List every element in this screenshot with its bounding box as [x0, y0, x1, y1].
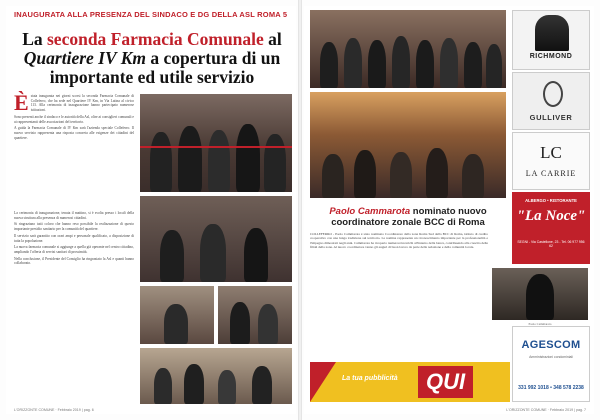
photo-audience: [310, 92, 506, 198]
folio-right: L'ORIZZONTE COMUNE · Febbraio 2019 | pag. 7: [506, 408, 586, 412]
photo-cammarota: [492, 268, 588, 320]
photo-caption: Paolo Cammarota: [528, 322, 552, 326]
ad-lacarrie[interactable]: [512, 132, 590, 190]
right-page: [304, 6, 594, 414]
promo-banner[interactable]: [310, 362, 510, 402]
paragraph: La nuova farmacia comunale si aggiunge a quella già operante nel centro cittadino, ampliando l'offerta di servizi sanitari di prossimità.: [14, 245, 134, 254]
article-column-1: [14, 90, 134, 142]
promo-qui: QUI: [418, 366, 473, 398]
ad-lanoce-top: ALBERGO • RISTORANTE: [525, 198, 577, 203]
promo-corner: [310, 362, 336, 402]
ad-lacarrie-brand: LA CARRIE: [525, 169, 577, 178]
photo-ribbon-cutting: [140, 94, 292, 192]
model-figure: [535, 15, 569, 51]
ad-lanoce-address: SEGNI - Via Castellone, 23 - Tel. 06 977 956 62: [517, 240, 585, 249]
ad-gulliver-brand: GULLIVER: [529, 113, 573, 122]
headline-part2: seconda Farmacia Comunale: [47, 29, 264, 49]
ad-agescom[interactable]: [512, 326, 590, 402]
paragraph: Sono presenti anche il sindaco e le autorità della Asl, oltre ai consiglieri comunali e ai rappresentanti delle associazioni del territorio.: [14, 114, 134, 124]
drop-cap: È: [14, 90, 29, 115]
bcc-article: COLLEFERRO - Paolo Cammarota è stato nominato Coordinatore della zona Roma Sud della BCC di Roma, istituto di credito cooperativo con una lunga tradizione sul territorio. La nomina rappresenta un riconoscimento importante per la professionalità e l'impegno dimostrati negli anni. Cammarota ha ricoperto numerosi incarichi all'interno della banca, contribuendo alla crescita delle filiali della zona. Al nuovo coordinatore vanno gli auguri di buon lavoro da parte della redazione e della comunità locale.: [310, 232, 488, 250]
ad-gulliver[interactable]: [512, 72, 590, 130]
ad-richmond[interactable]: [512, 10, 590, 70]
ad-lanoce-name: "La Noce": [516, 208, 586, 224]
ad-la-noce[interactable]: [512, 192, 590, 264]
bcc-headline: [308, 206, 508, 228]
headline-part4: Quartiere IV Km: [23, 48, 146, 68]
ad-richmond-brand: RICHMOND: [529, 53, 573, 60]
article-column-2: [14, 211, 134, 406]
ad-agescom-phone: 331 992 1018 • 348 578 2238: [518, 385, 584, 391]
photo-crowd: [140, 348, 292, 404]
left-page: [6, 6, 296, 414]
headline-part3: al: [263, 29, 282, 49]
photo-speech: [140, 196, 292, 282]
paragraph: La cerimonia di inaugurazione, tenuta il mattino, si è svolta presso i locali della nuova struttura alla presenza di numerosi cittadini.: [14, 211, 134, 220]
page-gutter: [298, 0, 302, 420]
paragraph: Nella conclusione, il Presidente del Consiglio ha ringraziato la Asl e quanti hanno collaborato.: [14, 256, 134, 266]
headline-part1: La: [22, 29, 47, 49]
bcc-headline-name: Paolo Cammarota: [329, 206, 411, 217]
ad-agescom-brand: AGESCOM: [521, 339, 581, 351]
ad-agescom-subtitle: Amministrazioni condominiali: [529, 355, 573, 359]
article-kicker: INAUGURATA ALLA PRESENZA DEL SINDACO E DG DELLA ASL ROMA 5: [14, 10, 288, 19]
gulliver-logo-icon: [543, 81, 563, 107]
lacarrie-monogram: LC: [540, 143, 562, 162]
photo-group: [310, 10, 506, 88]
paragraph: Il servizio sarà garantito con orari ampi e personale qualificato, a disposizione di tutta la popolazione.: [14, 233, 134, 243]
photo-guests: [218, 286, 292, 344]
bcc-headline-rest: nominato nuovo coordinatore zonale BCC di Roma: [331, 206, 487, 228]
headline-part5: a copertura di un importante ed utile servizio: [49, 48, 281, 87]
article-headline: [14, 30, 290, 87]
promo-text: La tua pubblicità: [342, 375, 398, 382]
paragraph: Si ringraziano tutti coloro che hanno reso possibile la realizzazione di questo importante presidio sanitario per la comunità del quartiere.: [14, 222, 134, 232]
photo-pharmacy-interior: [140, 286, 214, 344]
folio-left: L'ORIZZONTE COMUNE · Febbraio 2019 | pag. 6: [14, 408, 94, 412]
paragraph: stata inaugurata nei giorni scorsi la seconda Farmacia Comunale di Colleferro, che ha sede nel Quartiere IV Km, in Via Latina al civico 113. Alla cerimonia di inaugurazione hanno partecipato numerose istituzioni.: [30, 94, 134, 113]
paragraph: A guida la Farmacia Comunale di IV Km sarà l'azienda speciale Colleferro. Il nuovo servizio rappresenta una risposta concreta alle esigenze dei cittadini del quartiere.: [14, 126, 134, 140]
